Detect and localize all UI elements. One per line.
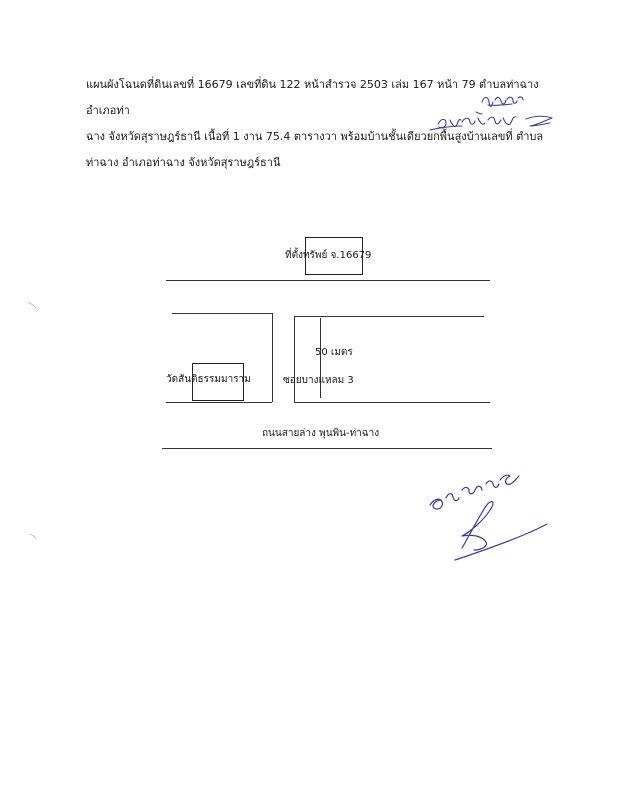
soi-label: ซอยบางแหลม 3 (283, 375, 354, 386)
signature (430, 475, 547, 560)
handwritten-house-number (430, 97, 523, 130)
distance-label: 50 เมตร (315, 347, 353, 358)
handwritten-dash-mark (476, 112, 552, 126)
temple-label: วัดสันติธรรมมาราม (166, 374, 251, 385)
property-label: ที่ตั้งทรัพย์ จ.16679 (285, 250, 372, 261)
deed-description: แผนผังโฉนดที่ดินเลขที่ 16679 เลขที่ดิน 122 หน้าสำรวจ 2503 เล่ม 167 หน้า 79 ตำบลท่าฉาง อำเภอท่า ฉาง จังหวัดสุราษฎร์ธานี เนื้อที่ 1 งาน 75.4 ตารางวา พร้อมบ้านชั้นเดียวยกพื้นสูงบ้านเลขที่ ตำบล ท่าฉาง อำเภอท่าฉาง จังหวัดสุราษฎร์ธานี (86, 78, 544, 169)
road-label: ถนนสายล่าง พุนพิน-ท่าฉาง (262, 428, 380, 439)
margin-marks (28, 302, 36, 539)
